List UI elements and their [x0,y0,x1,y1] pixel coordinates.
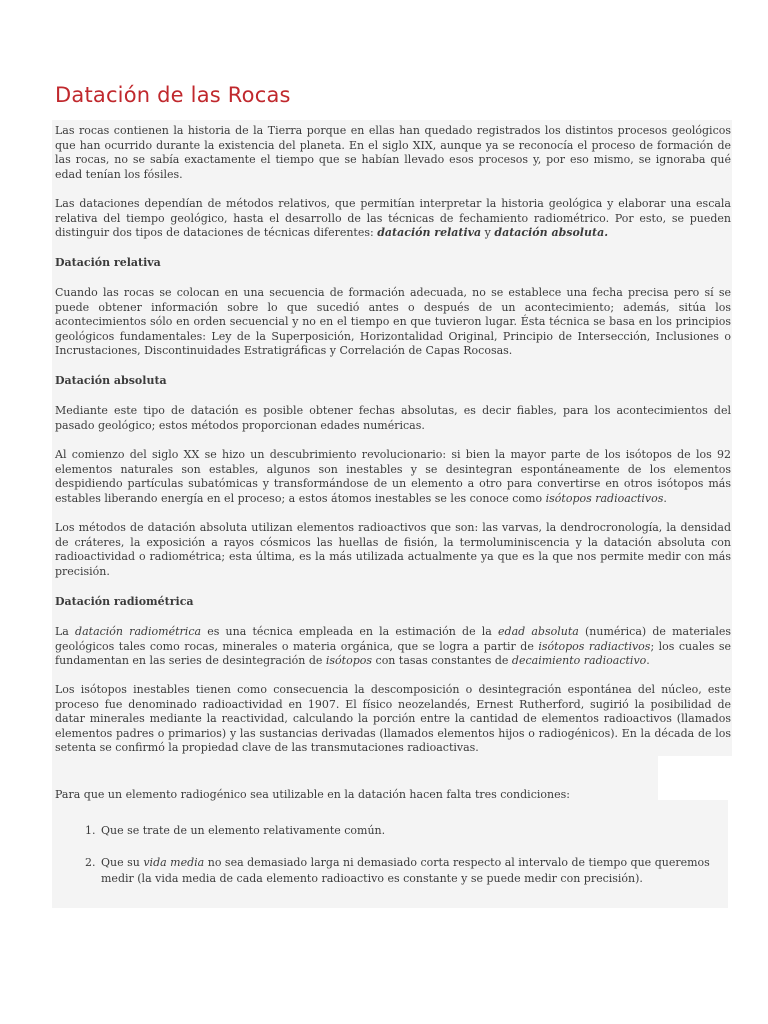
list-item [55,823,727,839]
list-item-text [101,856,710,885]
radiometrica-p1-part-g: ; los cuales se fundamentan en las series de desintegración de [55,639,731,668]
list-item-text-c: no sea demasiado larga ni demasiado corta respecto al intervalo de tiempo que queremos medir (la vida media de cada elemento radioactivo es constante y se puede medir con precisión). [101,856,710,885]
heading-datacion-absoluta: Datación absoluta [55,374,167,387]
term-datacion-relativa: datación relativa [377,226,482,240]
term-isotopos-radioactivos: isótopos radioactivos [545,491,664,505]
radiometrica-p1-part-i: con tasas constantes de [372,654,512,668]
heading-datacion-radiometrica: Datación radiométrica [55,595,194,608]
radiometrica-p1-part-k: . [646,654,650,668]
page-title: Datación de las Rocas [55,83,291,107]
absoluta-paragraph-1: Mediante este tipo de datación es posible obtener fechas absolutas, es decir fiables, para los acontecimientos del pasado geológico; estos métodos proporcionan edades numéricas. [55,404,731,432]
list-item [55,855,727,887]
radiometrica-paragraph-1 [55,625,731,669]
intro-paragraph-2-text: Las dataciones dependían de métodos relativos, que permitían interpretar la historia geológica y elaborar una escala relativa del tiempo geológico, hasta el desarrollo de las técnicas de fechamiento radiométrico. Por esto, se pueden distinguir dos tipos de dataciones de técnicas diferentes: [55,197,731,240]
list-item-text: Que se trate de un elemento relativamente común. [101,824,386,837]
radiometrica-paragraph-3: Para que un elemento radiogénico sea utilizable en la datación hacen falta tres condiciones: [55,788,570,801]
absoluta-paragraph-2-end: . [663,491,667,505]
relativa-paragraph: Cuando las rocas se colocan en una secuencia de formación adecuada, no se establece una fecha precisa pero sí se puede obtener información sobre lo que sucedió antes o después de un acontecimiento; además, sitúa los acontecimientos sólo en orden secuencial y no en el tiempo en que tuvieron lugar. Ésta técnica se basa en los principios geológicos fundamentales: Ley de la Superposición, Horizontalidad Original, Principio de Intersección, Inclusiones o Incrustaciones, Discontinuidades Estratigráficas y Correlación de Capas Rocosas. [55,286,731,358]
radiometrica-p1-part-a: La [55,625,76,638]
radiometrica-p1-part-c: es una técnica empleada en la estimación de la [201,625,499,638]
conditions-list [55,823,727,887]
term-datacion-absoluta: datación absoluta. [494,226,609,240]
heading-datacion-relativa: Datación relativa [55,256,161,269]
list-item-number: 2. [85,856,96,869]
term-isotopos-radiactivos: isótopos radiactivos [538,639,651,653]
term-decaimiento-radioactivo: decaimiento radioactivo [511,654,647,668]
term-vida-media: vida media [143,856,205,869]
radiometrica-p1-part-e: (numérica) de materiales geológicos tales como rocas, minerales o materia orgánica, que se logra a partir de [55,625,732,653]
list-item-text-a: Que su [101,856,144,869]
intro-paragraph-1: Las rocas contienen la historia de la Tierra porque en ellas han quedado registrados los distintos procesos geológicos que han ocurrido durante la existencia del planeta. En el siglo XIX, aunque ya se reconocía el proceso de formación de las rocas, no se sabía exactamente el tiempo que se habían llevado esos procesos y, por eso mismo, se ignoraba qué edad tenían los fósiles. [55,124,731,181]
absoluta-paragraph-3: Los métodos de datación absoluta utilizan elementos radioactivos que son: las varvas, la dendrocronología, la densidad de cráteres, la exposición a rayos cósmicos las huellas de fisión, la termoluminiscencia y la datación absoluta con radioactividad o radiométrica; esta última, es la más utilizada actualmente ya que es la que nos permite medir con más precisión. [55,521,731,578]
intro-paragraph-2 [55,197,731,241]
absoluta-paragraph-2 [55,448,731,506]
term-isotopos: isótopos [325,654,373,668]
absoluta-paragraph-2-text: Al comienzo del siglo XX se hizo un descubrimiento revolucionario: si bien la mayor parte de los isótopos de los 92 elementos naturales son estables, algunos son inestables y se desintegran espontáneamente de los elementos despidiendo partículas subatómicas y transformándose de un elemento a otro para convertirse en otros isótopos más estables liberando energía en el proceso; a estos átomos inestables se les conoce como [55,448,731,505]
radiometrica-paragraph-2: Los isótopos inestables tienen como consecuencia la descomposición o desintegración espontánea del núcleo, este proceso fue denominado radioactividad en 1907. El físico neozelandés, Ernest Rutherford, sugirió la posibilidad de datar minerales mediante la reactividad, calculando la porción entre la cantidad de elementos radioactivos (llamados elementos padres o primarios) y las sustancias derivadas (llamados elementos hijos o radiogénicos). En la década de los setenta se confirmó la propiedad clave de las transmutaciones radioactivas. [55,683,731,755]
list-item-number: 1. [85,824,96,837]
intro-paragraph-2-joiner: y [481,226,495,240]
term-datacion-radiometrica: datación radiométrica [75,625,202,638]
term-edad-absoluta: edad absoluta [498,625,579,638]
